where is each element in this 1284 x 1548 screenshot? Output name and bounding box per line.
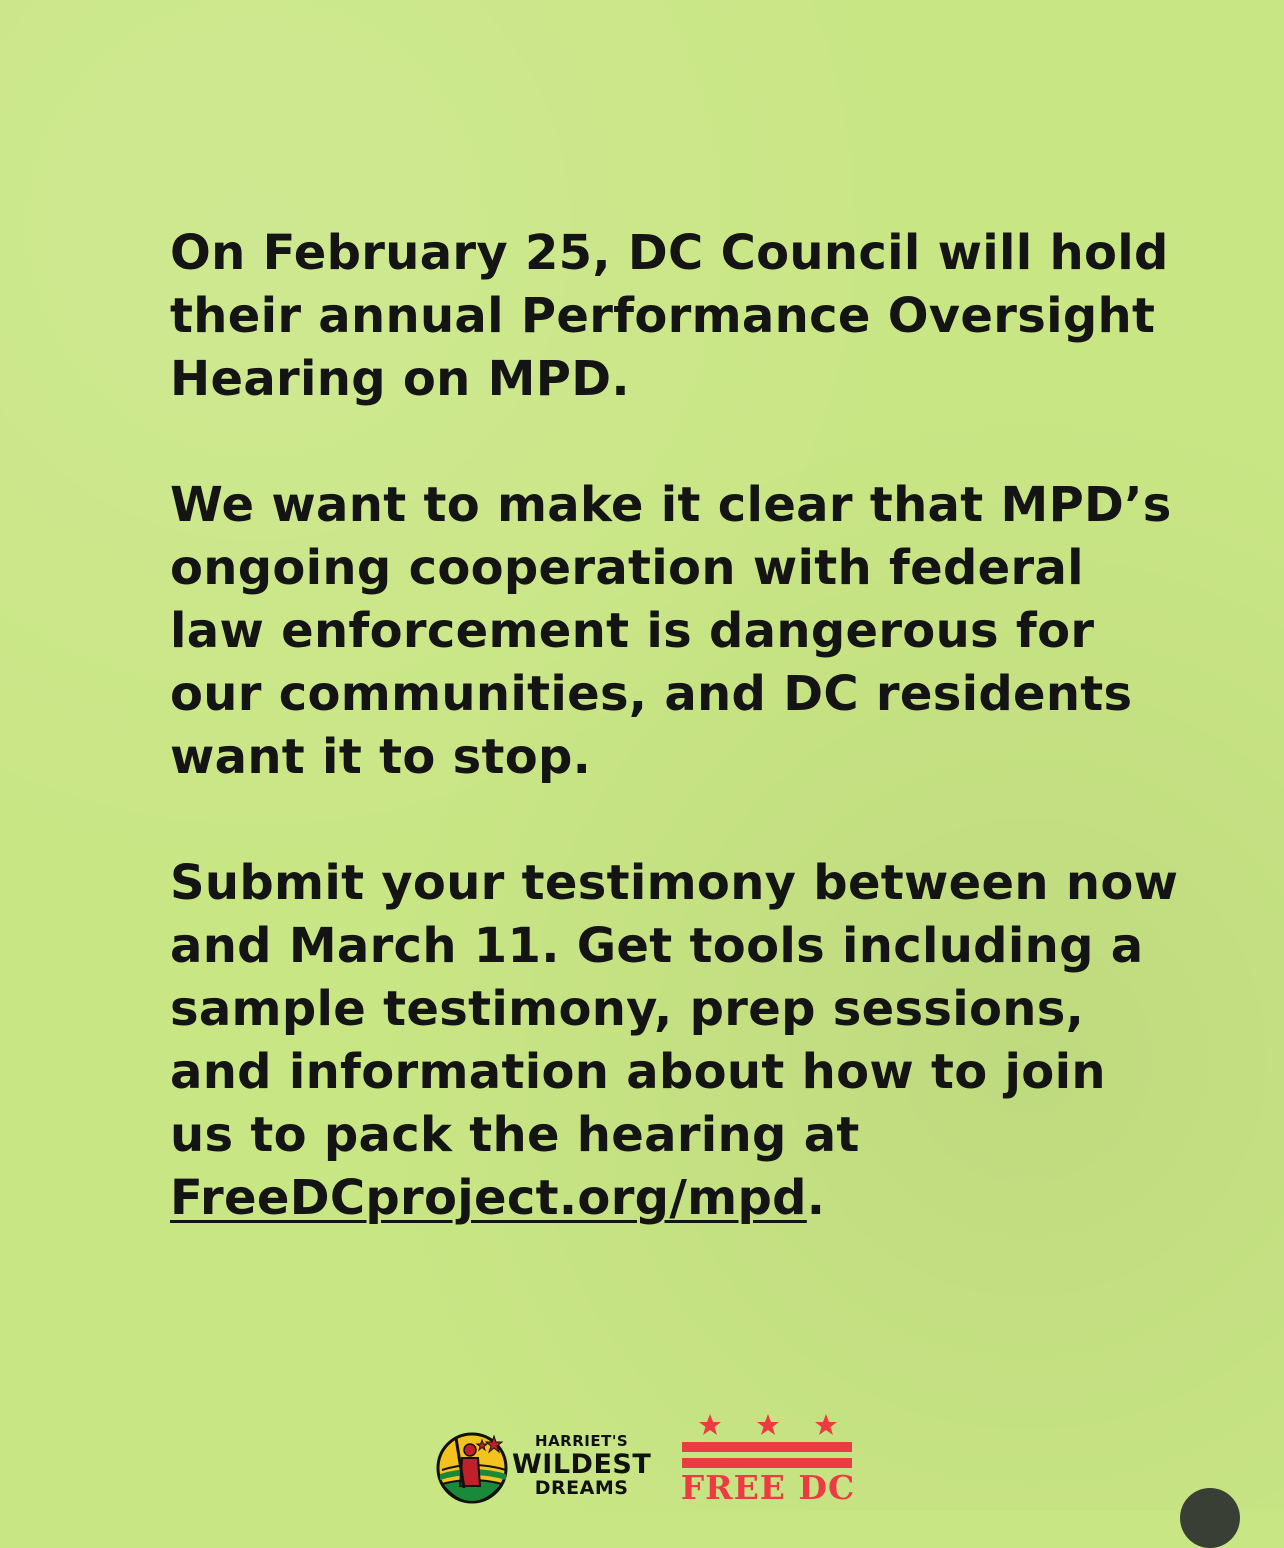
call-to-action-period: . (806, 1170, 826, 1226)
announcement-text (170, 222, 1180, 1293)
dc-flag-bar-top (682, 1442, 852, 1452)
dc-flag-stars-icon (698, 1412, 838, 1440)
harriets-wildest-dreams-logo (436, 1428, 652, 1504)
harriet-line-3: DREAMS (534, 1477, 629, 1499)
paragraph-hearing-date: On February 25, DC Council will hold their annual Performance Oversight Hearing on MPD. (170, 225, 1169, 407)
corner-overlay-dot (1180, 1488, 1240, 1548)
free-dc-wordmark: FREE DC (680, 1468, 856, 1507)
free-dc-logo (680, 1412, 856, 1506)
harriet-line-1: HARRIET'S (535, 1432, 629, 1450)
paragraph-statement: We want to make it clear that MPD’s ongoing cooperation with federal law enforcement is dangerous for our communities, and DC residents want it to stop. (170, 477, 1172, 785)
harriet-wordmark (512, 1434, 651, 1498)
harriet-badge-icon (436, 1430, 510, 1504)
freedc-mpd-link[interactable]: FreeDCproject.org/mpd (170, 1170, 807, 1226)
paragraph-call-to-action (170, 852, 1180, 1230)
dc-flag-bar-bottom (682, 1458, 852, 1468)
harriet-line-2: WILDEST (512, 1449, 652, 1480)
call-to-action-text: Submit your testimony between now and March 11. Get tools including a sample testimony, prep sessions, and information about how to join us to pack the hearing at (170, 855, 1179, 1163)
